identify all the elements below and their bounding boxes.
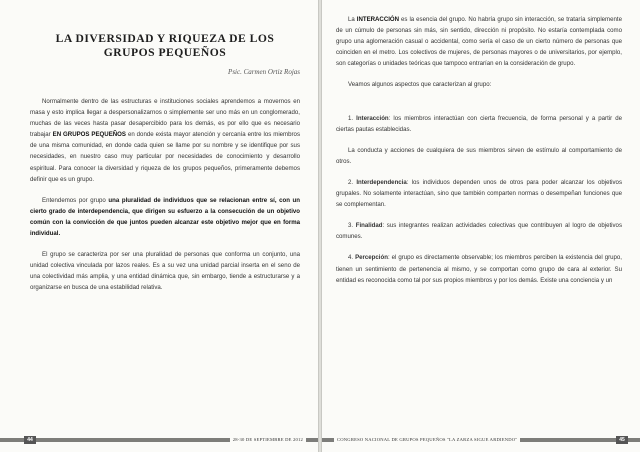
left-footer <box>0 436 318 444</box>
aspect-item-1 <box>336 113 622 135</box>
item3-label: Finalidad <box>355 222 383 230</box>
right-page <box>322 0 640 452</box>
article-title <box>30 32 300 60</box>
left-paragraph-2 <box>30 195 300 239</box>
author-byline: Psic. Carmen Ortiz Rojas <box>228 68 300 76</box>
item4-text: : el grupo es directamente observable; los miembros perciben la existencia del grupo, tienen un sentimiento de pertenencia al mismo, y se comportan como grupo de cara al exterior. Su entidad es reconocida como tal por sus propios miembros y por los demás. Existe una conciencia y un <box>336 254 622 284</box>
left-paragraph-1 <box>30 96 300 185</box>
left-p1-bold: EN GRUPOS PEQUEÑOS <box>52 131 126 139</box>
footer-event: CONGRESO NACIONAL DE GRUPOS PEQUEÑOS "LA ZARZA SIGUE ARDIENDO" <box>334 436 520 444</box>
right-paragraph-1 <box>336 14 622 69</box>
right-paragraph-2: Veamos algunos aspectos que caracterizan al grupo: <box>348 81 492 89</box>
footer-date: 28-30 DE SEPTIEMBRE DE 2012 <box>230 436 306 444</box>
page-number-right: 45 <box>616 436 628 444</box>
left-paragraph-3: El grupo se caracteriza por ser una pluralidad de personas que conforma un conjunto, una unidad colectiva vinculada por lazos reales. Es a su vez una unidad parcial inserta en el seno de una colectividad más amplia, y una entidad dinámica que, sin embargo, tiende a estructurarse y a organizarse en busca de una estabilidad relativa. <box>30 251 300 292</box>
item1-text: : los miembros interactúan con cierta frecuencia, de forma personal y a partir de ciertas pautas establecidas. <box>336 114 622 133</box>
right-footer <box>322 436 640 444</box>
aspect-item-2 <box>336 177 622 210</box>
item2-number: 2. <box>348 178 354 186</box>
item1-label: Interacción <box>356 114 389 122</box>
left-p1-text: Normalmente dentro de las estructuras e instituciones sociales aprendemos a movernos en masa y esto implica llegar a despersonalizarnos o simplemente ser uno más en un conglomerado, muchas de las veces hasta pasar desapercibido para los demás, es por ello que es necesario trabajar <box>30 98 300 139</box>
item4-label: Percepción <box>355 254 388 262</box>
aspect-item-4 <box>336 252 622 285</box>
item1-number: 1. <box>348 114 354 122</box>
aspect-item-3 <box>336 220 622 242</box>
item3-number: 3. <box>348 222 354 230</box>
right-p1-rest: es la esencia del grupo. No habría grupo sin interacción, se trataría simplemente de un cúmulo de personas sin más, sin sentido, dirección ni propósito. No estaría contemplada como grupo una aglomeración casual o accidental, como sería el caso de un cierto número de personas que coinciden en el metro. Los colectivos de mujeres, de personas mayores o de universitarios, por ejemplo, son categorías o unidades teóricas que tampoco entrarían en la consideración de grupo. <box>336 16 622 68</box>
left-p2-text: Entendemos por grupo <box>42 196 106 204</box>
item4-number: 4. <box>348 254 354 262</box>
aspect-item-1-extra: La conducta y acciones de cualquiera de sus miembros sirven de estímulo al comportamiento de otros. <box>336 146 622 165</box>
right-p1-a: La <box>348 16 355 23</box>
item2-text: : los individuos dependen unos de otros para poder alcanzar los objetivos grupales. No solamente interactúan, sino que también comparten normas o desempeñan funciones que se complementan. <box>336 178 622 209</box>
left-page <box>0 0 318 452</box>
page-number-left: 44 <box>24 436 36 444</box>
left-p2-bold: una pluralidad de individuos que se relacionan entre sí, con un cierto grado de interdependencia, que dirigen su esfuerzo a la consecución de un objetivo común con la convicción de que juntos pueden alcanzar este objetivo mejor que en forma individual. <box>30 196 300 238</box>
left-p1-rest: en donde exista mayor atención y cercanía entre los miembros de una misma comunidad, en donde cada quien se llame por su nombre y se identifique por sus necesidades, en nuestro caso muy particular por necesidades de conocimiento y desarrollo espiritual. Para conocer la diversidad y riqueza de los grupos pequeños, primeramente debemos definir que es un grupo. <box>30 131 300 183</box>
title-line-2: GRUPOS PEQUEÑOS <box>103 46 227 59</box>
item3-text: : sus integrantes realizan actividades colectivas que contribuyen al logro de objetivos comunes. <box>336 222 622 241</box>
item2-label: Interdependencia <box>356 178 407 186</box>
right-p1-bold: INTERACCIÓN <box>356 16 400 23</box>
title-line-1: LA DIVERSIDAD Y RIQUEZA DE LOS <box>55 32 275 45</box>
